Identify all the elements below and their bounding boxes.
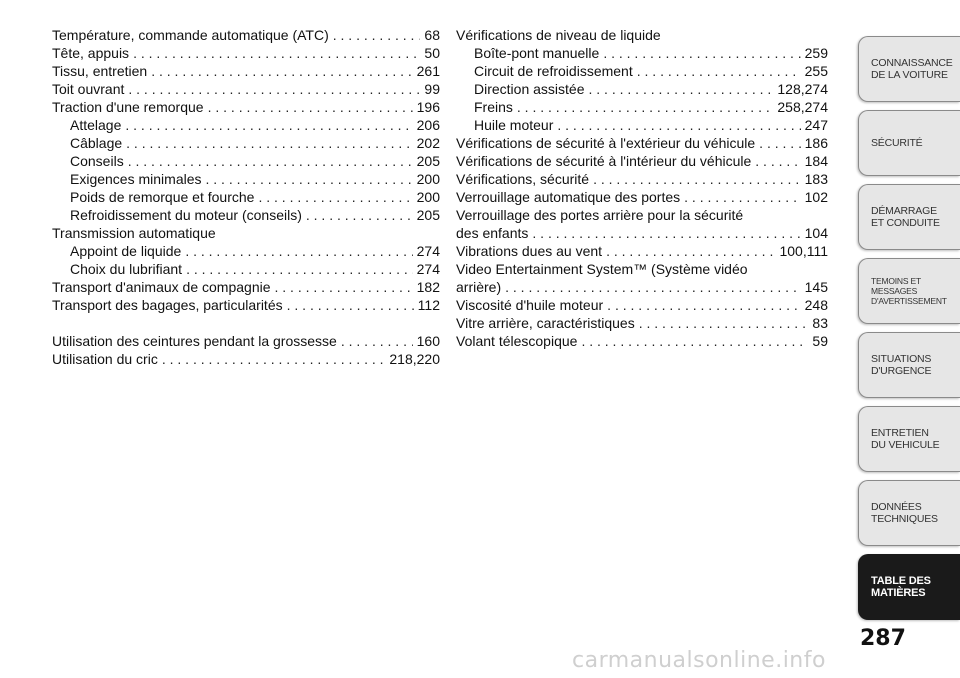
dot-leader [186,260,413,278]
index-entry-page: 259 [804,45,828,61]
index-entry-page: 68 [424,27,440,43]
dot-leader [206,170,413,188]
index-entry-page: 274 [416,261,440,277]
index-entry [52,260,440,278]
dot-leader [532,224,800,242]
dot-leader [684,188,800,206]
index-entry-page: 128,274 [777,81,828,97]
index-entry [52,350,440,368]
index-entry-page: 99 [424,81,440,97]
dot-leader [606,242,775,260]
section-tab-label: SÉCURITÉ [871,137,923,149]
index-entry-label: Tissu, entretien [52,63,148,79]
index-entry-label: Vérifications de sécurité à l'intérieur du véhicule [456,153,752,169]
index-entry [52,296,440,314]
index-entry-page: 274 [416,243,440,259]
index-entry-page: 205 [416,207,440,223]
index-entry-page: 100,111 [779,243,828,259]
index-entry-page: 50 [424,45,440,61]
index-entry-page: 102 [804,189,828,205]
index-entry-label: Huile moteur [474,117,554,133]
index-entry-label: Viscosité d'huile moteur [456,297,604,313]
index-entry-label: Volant télescopique [456,333,578,349]
index-entry-page: 247 [804,117,828,133]
dot-leader [133,44,420,62]
index-entry [52,80,440,98]
dot-leader [755,152,800,170]
index-entry-label: Video Entertainment System™ (Système vidéo [456,261,748,277]
index-entry [52,134,440,152]
index-entry [52,62,440,80]
index-entry-label: Poids de remorque et fourche [70,189,255,205]
index-entry-label: Conseils [70,153,124,169]
section-tab-label: ENTRETIEN DU VEHICULE [871,427,940,451]
dot-leader [593,170,801,188]
index-entry [52,152,440,170]
section-tab[interactable] [858,258,960,324]
index-entry [52,278,440,296]
index-entry-label: Freins [474,99,513,115]
index-entry [52,332,440,350]
index-entry [456,170,828,188]
index-entry-label: Transmission automatique [52,225,216,241]
dot-leader [759,134,800,152]
section-tab[interactable] [858,184,960,250]
dot-leader [162,350,386,368]
index-entry-label: Vérifications de niveau de liquide [456,27,661,43]
index-entry-page: 186 [804,135,828,151]
dot-leader [603,44,800,62]
dot-leader [208,98,413,116]
index-entry [456,134,828,152]
section-tab-label: TABLE DES MATIÈRES [871,575,931,599]
index-entry [456,80,828,98]
index-entry [456,188,828,206]
section-tab[interactable] [858,554,960,620]
dot-leader [581,332,808,350]
section-tab-label: SITUATIONS D'URGENCE [871,353,932,377]
index-entry [456,62,828,80]
index-entry [456,296,828,314]
index-entry-label: Appoint de liquide [70,243,182,259]
index-entry-page: 205 [416,153,440,169]
dot-leader [517,98,773,116]
index-entry-label: Transport d'animaux de compagnie [52,279,271,295]
index-entry-label: Toit ouvrant [52,81,125,97]
index-entry-label: Traction d'une remorque [52,99,204,115]
dot-leader [185,242,412,260]
dot-leader [637,62,801,80]
index-entry [456,242,828,260]
index-entry-page: 183 [804,171,828,187]
section-tab-label: TEMOINS ET MESSAGES D'AVERTISSEMENT [871,276,947,306]
page-number: 287 [860,626,906,651]
section-tab-label: DONNÉES TECHNIQUES [871,501,938,525]
dot-leader [287,296,414,314]
index-entry-page: 248 [804,297,828,313]
index-entry-label: arrière) [456,279,502,295]
dot-leader [258,188,412,206]
section-tab[interactable] [858,406,960,472]
index-entry-page: 104 [804,225,828,241]
index-entry [52,188,440,206]
index-entry-label: Boîte-pont manuelle [474,45,600,61]
dot-leader [126,134,412,152]
index-entry-label: Vitre arrière, caractéristiques [456,315,635,331]
index-entry [52,170,440,188]
index-entry-page: 160 [416,333,440,349]
section-tab[interactable] [858,480,960,546]
index-entry-label: Vibrations dues au vent [456,243,603,259]
index-entry-page: 196 [416,99,440,115]
index-entry [52,26,440,44]
section-tab-label: CONNAISSANCE DE LA VOITURE [871,57,953,81]
index-entry-page: 255 [804,63,828,79]
watermark: carmanualsonline.info [572,648,826,673]
index-entry-label: Câblage [70,135,123,151]
index-entry-label: Exigences minimales [70,171,202,187]
dot-leader [607,296,800,314]
index-entry-page: 200 [416,171,440,187]
index-entry-label: Attelage [70,117,122,133]
index-entry-page: 261 [416,63,440,79]
dot-leader [333,26,421,44]
index-entry-label: Température, commande automatique (ATC) [52,27,329,43]
index-entry-page: 112 [417,297,440,313]
index-entry-label: Transport des bagages, particularités [52,297,283,313]
index-entry-label: Verrouillage automatique des portes [456,189,681,205]
dot-leader [589,80,774,98]
index-entry-label: Verrouillage des portes arrière pour la sécurité [456,207,744,223]
index-entry-label: Tête, appuis [52,45,130,61]
dot-leader [557,116,800,134]
index-entry-page: 59 [812,333,828,349]
index-entry-label: des enfants [456,225,529,241]
index-entry [456,314,828,332]
index-entry [456,26,828,44]
dot-leader [275,278,413,296]
dot-leader [505,278,801,296]
index-entry-label: Refroidissement du moteur (conseils) [70,207,302,223]
index-entry-label: Vérifications, sécurité [456,171,590,187]
index-entry [456,44,828,62]
dot-leader [151,62,412,80]
index-entry [52,44,440,62]
dot-leader [125,116,412,134]
dot-leader [306,206,413,224]
index-entry-label: Vérifications de sécurité à l'extérieur du véhicule [456,135,756,151]
dot-leader [128,80,420,98]
index-entry [456,98,828,116]
index-entry [456,116,828,134]
index-entry [456,206,828,224]
index-entry-label: Utilisation du cric [52,351,158,367]
index-entry-label: Utilisation des ceintures pendant la grossesse [52,333,337,349]
index-entry-page: 83 [812,315,828,331]
index-entry [456,278,828,296]
index-entry-page: 258,274 [777,99,828,115]
index-entry-page: 200 [416,189,440,205]
index-entry [52,98,440,116]
dot-leader [341,332,413,350]
index-entry [52,224,440,242]
index-entry-page: 202 [416,135,440,151]
index-entry-page: 206 [416,117,440,133]
index-right-column [456,26,828,350]
section-tab[interactable] [858,110,960,176]
index-entry-label: Circuit de refroidissement [474,63,633,79]
dot-leader [639,314,809,332]
index-entry [52,116,440,134]
index-entry-page: 182 [416,279,440,295]
index-entry [456,224,828,242]
index-entry [456,260,828,278]
section-tab-label: DÉMARRAGE ET CONDUITE [871,205,940,229]
section-tab[interactable] [858,332,960,398]
index-left-column [52,26,440,368]
index-entry-label: Direction assistée [474,81,585,97]
index-entry-page: 218,220 [389,351,440,367]
dot-leader [128,152,413,170]
index-entry [52,242,440,260]
index-entry-page: 184 [804,153,828,169]
index-entry [456,152,828,170]
index-entry [52,206,440,224]
index-entry-page: 145 [804,279,828,295]
index-entry-label: Choix du lubrifiant [70,261,183,277]
section-tab[interactable] [858,36,960,102]
index-entry [456,332,828,350]
